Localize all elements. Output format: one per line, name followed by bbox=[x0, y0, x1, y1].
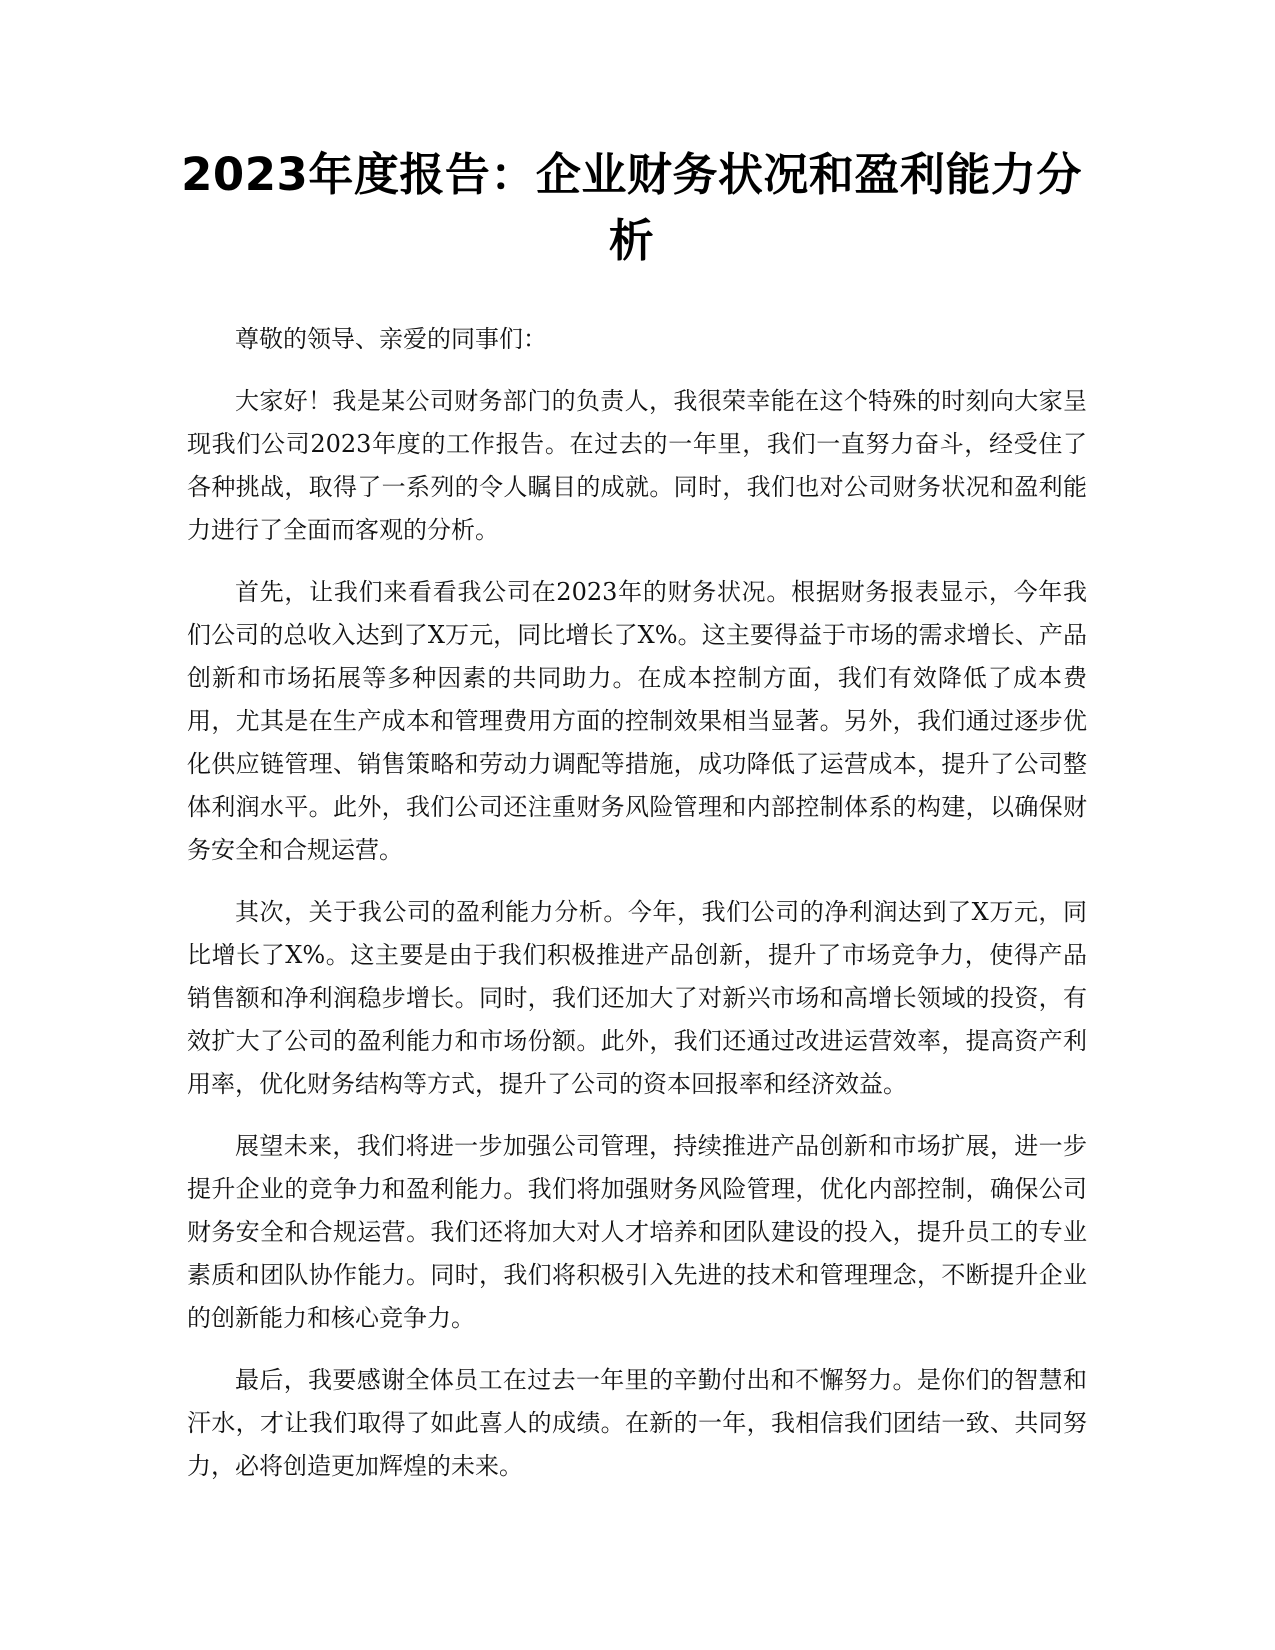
profitability-paragraph: 其次，关于我公司的盈利能力分析。今年，我们公司的净利润达到了X万元，同比增长了X%。这主要是由于我们积极推进产品创新，提升了市场竞争力，使得产品销售额和净利润稳步增长。同时，我们还加大了对新兴市场和高增长领域的投资，有效扩大了公司的盈利能力和市场份额。此外，我们还通过改进运营效率，提高资产利用率，优化财务结构等方式，提升了公司的资本回报率和经济效益。 bbox=[187, 898, 1087, 1098]
closing-paragraph: 最后，我要感谢全体员工在过去一年里的辛勤付出和不懈努力。是你们的智慧和汗水，才让我们取得了如此喜人的成绩。在新的一年，我相信我们团结一致、共同努力，必将创造更加辉煌的未来。 bbox=[187, 1366, 1087, 1480]
salutation-paragraph: 尊敬的领导、亲爱的同事们： bbox=[235, 325, 547, 353]
outlook-paragraph: 展望未来，我们将进一步加强公司管理，持续推进产品创新和市场扩展，进一步提升企业的竞争力和盈利能力。我们将加强财务风险管理，优化内部控制，确保公司财务安全和合规运营。我们还将加大对人才培养和团队建设的投入，提升员工的专业素质和团队协作能力。同时，我们将积极引入先进的技术和管理理念，不断提升企业的创新能力和核心竞争力。 bbox=[187, 1132, 1087, 1332]
document-body bbox=[187, 318, 1087, 1507]
document-title: 2023年度报告：企业财务状况和盈利能力分析 bbox=[181, 148, 1082, 267]
introduction-paragraph: 大家好！我是某公司财务部门的负责人，我很荣幸能在这个特殊的时刻向大家呈现我们公司2023年度的工作报告。在过去的一年里，我们一直努力奋斗，经受住了各种挑战，取得了一系列的令人瞩目的成就。同时，我们也对公司财务状况和盈利能力进行了全面而客观的分析。 bbox=[187, 387, 1087, 544]
financial-status-paragraph: 首先，让我们来看看我公司在2023年的财务状况。根据财务报表显示，今年我们公司的总收入达到了X万元，同比增长了X%。这主要得益于市场的需求增长、产品创新和市场拓展等多种因素的共同助力。在成本控制方面，我们有效降低了成本费用，尤其是在生产成本和管理费用方面的控制效果相当显著。另外，我们通过逐步优化供应链管理、销售策略和劳动力调配等措施，成功降低了运营成本，提升了公司整体利润水平。此外，我们公司还注重财务风险管理和内部控制体系的构建，以确保财务安全和合规运营。 bbox=[187, 578, 1087, 864]
